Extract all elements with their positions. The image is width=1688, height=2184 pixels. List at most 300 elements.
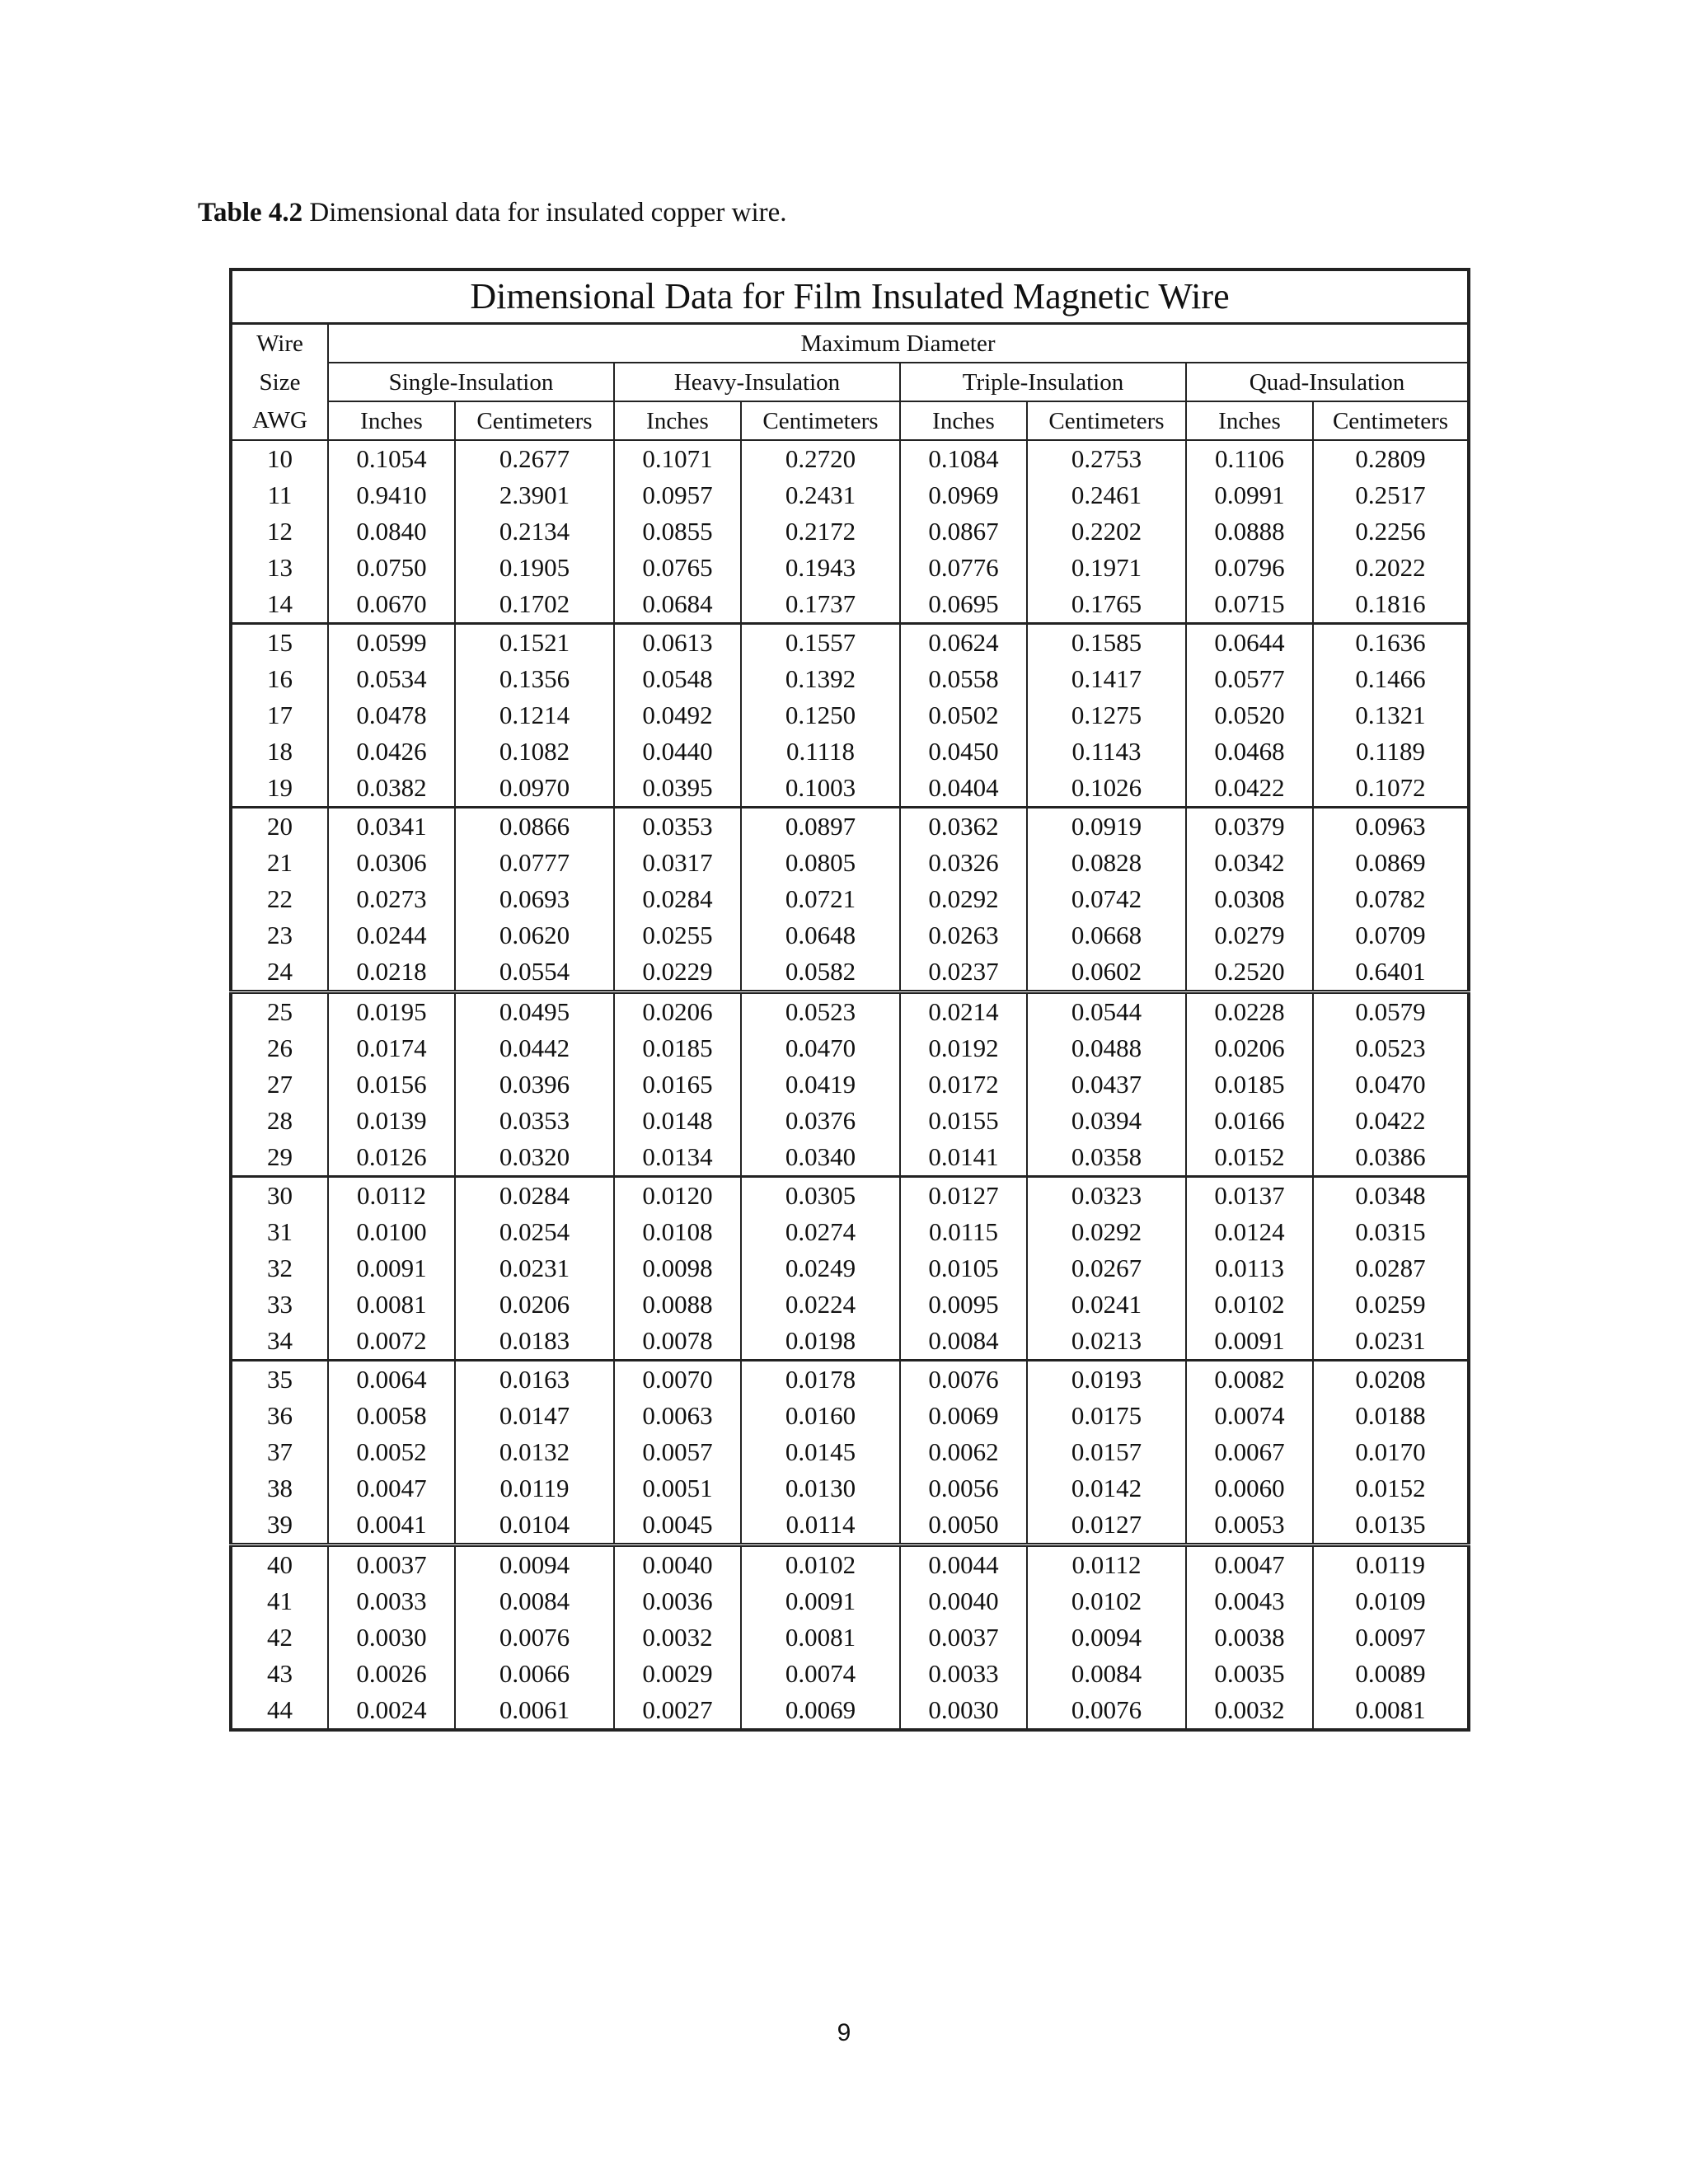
diameter-cell: 0.0130 bbox=[741, 1470, 900, 1507]
diameter-cell: 0.2517 bbox=[1313, 477, 1469, 513]
diameter-cell: 0.0782 bbox=[1313, 881, 1469, 917]
diameter-cell: 0.0081 bbox=[328, 1286, 455, 1323]
diameter-cell: 0.0178 bbox=[741, 1361, 900, 1399]
diameter-cell: 0.2431 bbox=[741, 477, 900, 513]
unit-centimeters: Centimeters bbox=[741, 401, 900, 440]
diameter-cell: 0.0776 bbox=[900, 550, 1027, 586]
diameter-cell: 0.0320 bbox=[455, 1139, 614, 1177]
diameter-cell: 0.0147 bbox=[455, 1398, 614, 1434]
table-title: Dimensional Data for Film Insulated Magnetic Wire bbox=[231, 269, 1469, 324]
diameter-cell: 0.1417 bbox=[1027, 661, 1186, 697]
table-row bbox=[231, 770, 1469, 808]
page-number: 9 bbox=[837, 2019, 851, 2046]
diameter-cell: 0.0750 bbox=[328, 550, 455, 586]
awg-cell: 13 bbox=[231, 550, 328, 586]
diameter-cell: 0.0195 bbox=[328, 992, 455, 1031]
awg-cell: 26 bbox=[231, 1030, 328, 1066]
awg-cell: 11 bbox=[231, 477, 328, 513]
diameter-cell: 0.0274 bbox=[741, 1214, 900, 1250]
table-row bbox=[231, 1103, 1469, 1139]
unit-centimeters: Centimeters bbox=[455, 401, 614, 440]
diameter-cell: 0.0076 bbox=[900, 1361, 1027, 1399]
diameter-cell: 0.6401 bbox=[1313, 954, 1469, 992]
table-row bbox=[231, 1214, 1469, 1250]
diameter-cell: 0.0284 bbox=[614, 881, 741, 917]
diameter-cell: 0.0104 bbox=[455, 1507, 614, 1545]
diameter-cell: 0.0206 bbox=[1186, 1030, 1313, 1066]
diameter-cell: 0.0114 bbox=[741, 1507, 900, 1545]
diameter-cell: 0.0395 bbox=[614, 770, 741, 808]
diameter-cell: 0.0044 bbox=[900, 1545, 1027, 1584]
diameter-cell: 0.0869 bbox=[1313, 845, 1469, 881]
diameter-cell: 0.1765 bbox=[1027, 586, 1186, 624]
diameter-cell: 0.1026 bbox=[1027, 770, 1186, 808]
diameter-cell: 0.0648 bbox=[741, 917, 900, 954]
diameter-cell: 0.2677 bbox=[455, 440, 614, 477]
diameter-cell: 0.0426 bbox=[328, 733, 455, 770]
diameter-cell: 0.0063 bbox=[614, 1398, 741, 1434]
diameter-cell: 0.2520 bbox=[1186, 954, 1313, 992]
awg-cell: 21 bbox=[231, 845, 328, 881]
diameter-cell: 0.0805 bbox=[741, 845, 900, 881]
diameter-cell: 0.0030 bbox=[900, 1692, 1027, 1730]
diameter-cell: 0.1189 bbox=[1313, 733, 1469, 770]
diameter-cell: 0.0091 bbox=[741, 1583, 900, 1619]
diameter-cell: 0.0067 bbox=[1186, 1434, 1313, 1470]
diameter-cell: 0.0231 bbox=[455, 1250, 614, 1286]
diameter-cell: 0.0317 bbox=[614, 845, 741, 881]
diameter-cell: 0.0108 bbox=[614, 1214, 741, 1250]
table-row bbox=[231, 1286, 1469, 1323]
diameter-cell: 0.0078 bbox=[614, 1323, 741, 1361]
diameter-cell: 0.1082 bbox=[455, 733, 614, 770]
diameter-cell: 0.0056 bbox=[900, 1470, 1027, 1507]
diameter-cell: 0.0135 bbox=[1313, 1507, 1469, 1545]
group-heavy: Heavy-Insulation bbox=[614, 363, 900, 401]
diameter-cell: 0.2720 bbox=[741, 440, 900, 477]
diameter-cell: 0.0061 bbox=[455, 1692, 614, 1730]
table-row bbox=[231, 733, 1469, 770]
diameter-cell: 0.0558 bbox=[900, 661, 1027, 697]
diameter-cell: 0.0163 bbox=[455, 1361, 614, 1399]
diameter-cell: 0.0037 bbox=[328, 1545, 455, 1584]
table-row bbox=[231, 1398, 1469, 1434]
table-row bbox=[231, 1545, 1469, 1584]
diameter-cell: 0.0919 bbox=[1027, 808, 1186, 846]
diameter-cell: 0.0041 bbox=[328, 1507, 455, 1545]
diameter-cell: 0.0715 bbox=[1186, 586, 1313, 624]
diameter-cell: 0.0613 bbox=[614, 624, 741, 662]
awg-cell: 36 bbox=[231, 1398, 328, 1434]
table-row bbox=[231, 624, 1469, 662]
diameter-cell: 0.0777 bbox=[455, 845, 614, 881]
diameter-cell: 0.0241 bbox=[1027, 1286, 1186, 1323]
diameter-cell: 0.0160 bbox=[741, 1398, 900, 1434]
diameter-cell: 0.0069 bbox=[900, 1398, 1027, 1434]
table-row bbox=[231, 881, 1469, 917]
diameter-cell: 0.0353 bbox=[455, 1103, 614, 1139]
diameter-cell: 0.0058 bbox=[328, 1398, 455, 1434]
awg-cell: 40 bbox=[231, 1545, 328, 1584]
awg-cell: 23 bbox=[231, 917, 328, 954]
diameter-cell: 0.0062 bbox=[900, 1434, 1027, 1470]
diameter-cell: 0.0142 bbox=[1027, 1470, 1186, 1507]
awg-cell: 43 bbox=[231, 1656, 328, 1692]
table-row bbox=[231, 1619, 1469, 1656]
diameter-cell: 0.1585 bbox=[1027, 624, 1186, 662]
awg-cell: 37 bbox=[231, 1434, 328, 1470]
diameter-cell: 0.0602 bbox=[1027, 954, 1186, 992]
diameter-cell: 0.0855 bbox=[614, 513, 741, 550]
diameter-cell: 0.0137 bbox=[1186, 1177, 1313, 1215]
awg-cell: 34 bbox=[231, 1323, 328, 1361]
diameter-cell: 0.0076 bbox=[1027, 1692, 1186, 1730]
awg-cell: 12 bbox=[231, 513, 328, 550]
diameter-cell: 0.0362 bbox=[900, 808, 1027, 846]
table-row bbox=[231, 440, 1469, 477]
diameter-cell: 0.0396 bbox=[455, 1066, 614, 1103]
diameter-cell: 0.1084 bbox=[900, 440, 1027, 477]
diameter-cell: 0.0032 bbox=[1186, 1692, 1313, 1730]
awg-cell: 32 bbox=[231, 1250, 328, 1286]
diameter-cell: 0.0341 bbox=[328, 808, 455, 846]
diameter-cell: 0.0074 bbox=[741, 1656, 900, 1692]
diameter-cell: 0.0038 bbox=[1186, 1619, 1313, 1656]
diameter-cell: 0.0198 bbox=[741, 1323, 900, 1361]
diameter-cell: 0.0214 bbox=[900, 992, 1027, 1031]
diameter-cell: 0.0970 bbox=[455, 770, 614, 808]
diameter-cell: 0.0037 bbox=[900, 1619, 1027, 1656]
diameter-cell: 0.0030 bbox=[328, 1619, 455, 1656]
diameter-cell: 0.2172 bbox=[741, 513, 900, 550]
diameter-cell: 0.0127 bbox=[1027, 1507, 1186, 1545]
diameter-cell: 0.0292 bbox=[1027, 1214, 1186, 1250]
diameter-cell: 0.0348 bbox=[1313, 1177, 1469, 1215]
awg-cell: 28 bbox=[231, 1103, 328, 1139]
header-awg: AWG bbox=[231, 401, 328, 440]
diameter-cell: 0.0053 bbox=[1186, 1507, 1313, 1545]
table-row bbox=[231, 1066, 1469, 1103]
awg-cell: 25 bbox=[231, 992, 328, 1031]
awg-cell: 17 bbox=[231, 697, 328, 733]
diameter-cell: 0.0668 bbox=[1027, 917, 1186, 954]
diameter-cell: 0.1521 bbox=[455, 624, 614, 662]
diameter-cell: 0.1943 bbox=[741, 550, 900, 586]
diameter-cell: 0.0102 bbox=[1027, 1583, 1186, 1619]
diameter-cell: 0.0045 bbox=[614, 1507, 741, 1545]
table-row bbox=[231, 586, 1469, 624]
wire-table-container bbox=[229, 268, 1467, 1732]
diameter-cell: 0.0292 bbox=[900, 881, 1027, 917]
wire-dimension-table bbox=[229, 268, 1470, 1732]
diameter-cell: 0.0102 bbox=[741, 1545, 900, 1584]
diameter-cell: 0.1737 bbox=[741, 586, 900, 624]
diameter-cell: 0.0229 bbox=[614, 954, 741, 992]
diameter-cell: 0.2134 bbox=[455, 513, 614, 550]
diameter-cell: 0.0043 bbox=[1186, 1583, 1313, 1619]
diameter-cell: 0.0263 bbox=[900, 917, 1027, 954]
diameter-cell: 0.1557 bbox=[741, 624, 900, 662]
diameter-cell: 0.2753 bbox=[1027, 440, 1186, 477]
diameter-cell: 0.1143 bbox=[1027, 733, 1186, 770]
diameter-cell: 0.0866 bbox=[455, 808, 614, 846]
unit-centimeters: Centimeters bbox=[1313, 401, 1469, 440]
diameter-cell: 0.0796 bbox=[1186, 550, 1313, 586]
awg-cell: 24 bbox=[231, 954, 328, 992]
diameter-cell: 0.0353 bbox=[614, 808, 741, 846]
diameter-cell: 0.0098 bbox=[614, 1250, 741, 1286]
table-row bbox=[231, 1139, 1469, 1177]
diameter-cell: 0.0440 bbox=[614, 733, 741, 770]
header-max-diameter: Maximum Diameter bbox=[328, 324, 1469, 363]
table-row bbox=[231, 477, 1469, 513]
diameter-cell: 0.0156 bbox=[328, 1066, 455, 1103]
diameter-cell: 0.9410 bbox=[328, 477, 455, 513]
diameter-cell: 0.1250 bbox=[741, 697, 900, 733]
diameter-cell: 0.0213 bbox=[1027, 1323, 1186, 1361]
diameter-cell: 0.0644 bbox=[1186, 624, 1313, 662]
diameter-cell: 0.0684 bbox=[614, 586, 741, 624]
diameter-cell: 0.0554 bbox=[455, 954, 614, 992]
diameter-cell: 2.3901 bbox=[455, 477, 614, 513]
awg-cell: 33 bbox=[231, 1286, 328, 1323]
diameter-cell: 0.0840 bbox=[328, 513, 455, 550]
diameter-cell: 0.1702 bbox=[455, 586, 614, 624]
diameter-cell: 0.1321 bbox=[1313, 697, 1469, 733]
table-row bbox=[231, 1323, 1469, 1361]
diameter-cell: 0.0185 bbox=[614, 1030, 741, 1066]
diameter-cell: 0.0218 bbox=[328, 954, 455, 992]
diameter-cell: 0.0206 bbox=[455, 1286, 614, 1323]
awg-cell: 18 bbox=[231, 733, 328, 770]
diameter-cell: 0.0112 bbox=[1027, 1545, 1186, 1584]
diameter-cell: 0.0437 bbox=[1027, 1066, 1186, 1103]
awg-cell: 38 bbox=[231, 1470, 328, 1507]
group-quad: Quad-Insulation bbox=[1186, 363, 1469, 401]
diameter-cell: 0.0157 bbox=[1027, 1434, 1186, 1470]
diameter-cell: 0.1054 bbox=[328, 440, 455, 477]
diameter-cell: 0.0624 bbox=[900, 624, 1027, 662]
diameter-cell: 0.0088 bbox=[614, 1286, 741, 1323]
diameter-cell: 0.0470 bbox=[1313, 1066, 1469, 1103]
diameter-cell: 0.0081 bbox=[1313, 1692, 1469, 1730]
diameter-cell: 0.0742 bbox=[1027, 881, 1186, 917]
diameter-cell: 0.0888 bbox=[1186, 513, 1313, 550]
diameter-cell: 0.0084 bbox=[900, 1323, 1027, 1361]
diameter-cell: 0.1106 bbox=[1186, 440, 1313, 477]
diameter-cell: 0.0152 bbox=[1186, 1139, 1313, 1177]
awg-cell: 31 bbox=[231, 1214, 328, 1250]
diameter-cell: 0.2461 bbox=[1027, 477, 1186, 513]
diameter-cell: 0.0074 bbox=[1186, 1398, 1313, 1434]
diameter-cell: 0.0379 bbox=[1186, 808, 1313, 846]
diameter-cell: 0.0095 bbox=[900, 1286, 1027, 1323]
diameter-cell: 0.0305 bbox=[741, 1177, 900, 1215]
diameter-cell: 0.0620 bbox=[455, 917, 614, 954]
diameter-cell: 0.0468 bbox=[1186, 733, 1313, 770]
diameter-cell: 0.0094 bbox=[455, 1545, 614, 1584]
diameter-cell: 0.0394 bbox=[1027, 1103, 1186, 1139]
diameter-cell: 0.0488 bbox=[1027, 1030, 1186, 1066]
table-row bbox=[231, 1177, 1469, 1215]
diameter-cell: 0.1392 bbox=[741, 661, 900, 697]
diameter-cell: 0.0582 bbox=[741, 954, 900, 992]
diameter-cell: 0.0492 bbox=[614, 697, 741, 733]
diameter-cell: 0.0119 bbox=[1313, 1545, 1469, 1584]
diameter-cell: 0.0132 bbox=[455, 1434, 614, 1470]
diameter-cell: 0.0470 bbox=[741, 1030, 900, 1066]
diameter-cell: 0.0224 bbox=[741, 1286, 900, 1323]
diameter-cell: 0.0709 bbox=[1313, 917, 1469, 954]
awg-cell: 20 bbox=[231, 808, 328, 846]
diameter-cell: 0.0172 bbox=[900, 1066, 1027, 1103]
diameter-cell: 0.0695 bbox=[900, 586, 1027, 624]
diameter-cell: 0.0991 bbox=[1186, 477, 1313, 513]
diameter-cell: 0.1466 bbox=[1313, 661, 1469, 697]
table-row bbox=[231, 1030, 1469, 1066]
diameter-cell: 0.1071 bbox=[614, 440, 741, 477]
diameter-cell: 0.0867 bbox=[900, 513, 1027, 550]
diameter-cell: 0.0060 bbox=[1186, 1470, 1313, 1507]
diameter-cell: 0.0089 bbox=[1313, 1656, 1469, 1692]
awg-cell: 27 bbox=[231, 1066, 328, 1103]
diameter-cell: 0.0084 bbox=[1027, 1656, 1186, 1692]
diameter-cell: 0.0100 bbox=[328, 1214, 455, 1250]
diameter-cell: 0.0382 bbox=[328, 770, 455, 808]
diameter-cell: 0.0102 bbox=[1186, 1286, 1313, 1323]
diameter-cell: 0.0057 bbox=[614, 1434, 741, 1470]
diameter-cell: 0.0279 bbox=[1186, 917, 1313, 954]
diameter-cell: 0.0520 bbox=[1186, 697, 1313, 733]
diameter-cell: 0.0284 bbox=[455, 1177, 614, 1215]
diameter-cell: 0.0120 bbox=[614, 1177, 741, 1215]
table-row bbox=[231, 954, 1469, 992]
diameter-cell: 0.0141 bbox=[900, 1139, 1027, 1177]
caption-label: Table 4.2 bbox=[198, 198, 303, 227]
table-row bbox=[231, 661, 1469, 697]
diameter-cell: 0.0024 bbox=[328, 1692, 455, 1730]
diameter-cell: 0.0139 bbox=[328, 1103, 455, 1139]
diameter-cell: 0.1214 bbox=[455, 697, 614, 733]
diameter-cell: 0.0069 bbox=[741, 1692, 900, 1730]
diameter-cell: 0.1971 bbox=[1027, 550, 1186, 586]
table-body bbox=[231, 440, 1469, 1730]
diameter-cell: 0.0115 bbox=[900, 1214, 1027, 1250]
diameter-cell: 0.0145 bbox=[741, 1434, 900, 1470]
diameter-cell: 0.0040 bbox=[900, 1583, 1027, 1619]
diameter-cell: 0.0548 bbox=[614, 661, 741, 697]
diameter-cell: 0.0670 bbox=[328, 586, 455, 624]
diameter-cell: 0.0323 bbox=[1027, 1177, 1186, 1215]
diameter-cell: 0.0119 bbox=[455, 1470, 614, 1507]
diameter-cell: 0.0072 bbox=[328, 1323, 455, 1361]
diameter-cell: 0.0422 bbox=[1313, 1103, 1469, 1139]
diameter-cell: 0.0957 bbox=[614, 477, 741, 513]
diameter-cell: 0.0051 bbox=[614, 1470, 741, 1507]
diameter-cell: 0.0193 bbox=[1027, 1361, 1186, 1399]
diameter-cell: 0.0326 bbox=[900, 845, 1027, 881]
diameter-cell: 0.0081 bbox=[741, 1619, 900, 1656]
diameter-cell: 0.0032 bbox=[614, 1619, 741, 1656]
diameter-cell: 0.0097 bbox=[1313, 1619, 1469, 1656]
diameter-cell: 0.0969 bbox=[900, 477, 1027, 513]
awg-cell: 22 bbox=[231, 881, 328, 917]
diameter-cell: 0.0273 bbox=[328, 881, 455, 917]
diameter-cell: 0.0376 bbox=[741, 1103, 900, 1139]
diameter-cell: 0.0112 bbox=[328, 1177, 455, 1215]
diameter-cell: 0.0109 bbox=[1313, 1583, 1469, 1619]
unit-inches: Inches bbox=[328, 401, 455, 440]
awg-cell: 41 bbox=[231, 1583, 328, 1619]
awg-cell: 30 bbox=[231, 1177, 328, 1215]
unit-inches: Inches bbox=[1186, 401, 1313, 440]
diameter-cell: 0.0082 bbox=[1186, 1361, 1313, 1399]
table-row bbox=[231, 1250, 1469, 1286]
diameter-cell: 0.0026 bbox=[328, 1656, 455, 1692]
diameter-cell: 0.0105 bbox=[900, 1250, 1027, 1286]
diameter-cell: 0.0244 bbox=[328, 917, 455, 954]
diameter-cell: 0.1905 bbox=[455, 550, 614, 586]
table-row bbox=[231, 917, 1469, 954]
diameter-cell: 0.0033 bbox=[328, 1583, 455, 1619]
table-row bbox=[231, 845, 1469, 881]
diameter-cell: 0.2809 bbox=[1313, 440, 1469, 477]
unit-centimeters: Centimeters bbox=[1027, 401, 1186, 440]
awg-cell: 10 bbox=[231, 440, 328, 477]
diameter-cell: 0.0076 bbox=[455, 1619, 614, 1656]
table-row bbox=[231, 697, 1469, 733]
diameter-cell: 0.0126 bbox=[328, 1139, 455, 1177]
diameter-cell: 0.0450 bbox=[900, 733, 1027, 770]
awg-cell: 44 bbox=[231, 1692, 328, 1730]
diameter-cell: 0.0029 bbox=[614, 1656, 741, 1692]
diameter-cell: 0.0134 bbox=[614, 1139, 741, 1177]
diameter-cell: 0.0228 bbox=[1186, 992, 1313, 1031]
diameter-cell: 0.2256 bbox=[1313, 513, 1469, 550]
diameter-cell: 0.0897 bbox=[741, 808, 900, 846]
diameter-cell: 0.0340 bbox=[741, 1139, 900, 1177]
diameter-cell: 0.1816 bbox=[1313, 586, 1469, 624]
diameter-cell: 0.0185 bbox=[1186, 1066, 1313, 1103]
diameter-cell: 0.1356 bbox=[455, 661, 614, 697]
diameter-cell: 0.0148 bbox=[614, 1103, 741, 1139]
diameter-cell: 0.0386 bbox=[1313, 1139, 1469, 1177]
diameter-cell: 0.0066 bbox=[455, 1656, 614, 1692]
diameter-cell: 0.0404 bbox=[900, 770, 1027, 808]
diameter-cell: 0.0165 bbox=[614, 1066, 741, 1103]
diameter-cell: 0.0693 bbox=[455, 881, 614, 917]
diameter-cell: 0.0721 bbox=[741, 881, 900, 917]
table-row bbox=[231, 1434, 1469, 1470]
diameter-cell: 0.0175 bbox=[1027, 1398, 1186, 1434]
table-row bbox=[231, 550, 1469, 586]
diameter-cell: 0.0306 bbox=[328, 845, 455, 881]
diameter-cell: 0.0495 bbox=[455, 992, 614, 1031]
table-row bbox=[231, 808, 1469, 846]
diameter-cell: 0.0040 bbox=[614, 1545, 741, 1584]
diameter-cell: 0.0188 bbox=[1313, 1398, 1469, 1434]
table-row bbox=[231, 1507, 1469, 1545]
diameter-cell: 0.0064 bbox=[328, 1361, 455, 1399]
awg-cell: 15 bbox=[231, 624, 328, 662]
diameter-cell: 0.0249 bbox=[741, 1250, 900, 1286]
diameter-cell: 0.0422 bbox=[1186, 770, 1313, 808]
diameter-cell: 0.0828 bbox=[1027, 845, 1186, 881]
diameter-cell: 0.0166 bbox=[1186, 1103, 1313, 1139]
diameter-cell: 0.0091 bbox=[328, 1250, 455, 1286]
header-wire: Wire bbox=[231, 324, 328, 363]
diameter-cell: 0.0091 bbox=[1186, 1323, 1313, 1361]
